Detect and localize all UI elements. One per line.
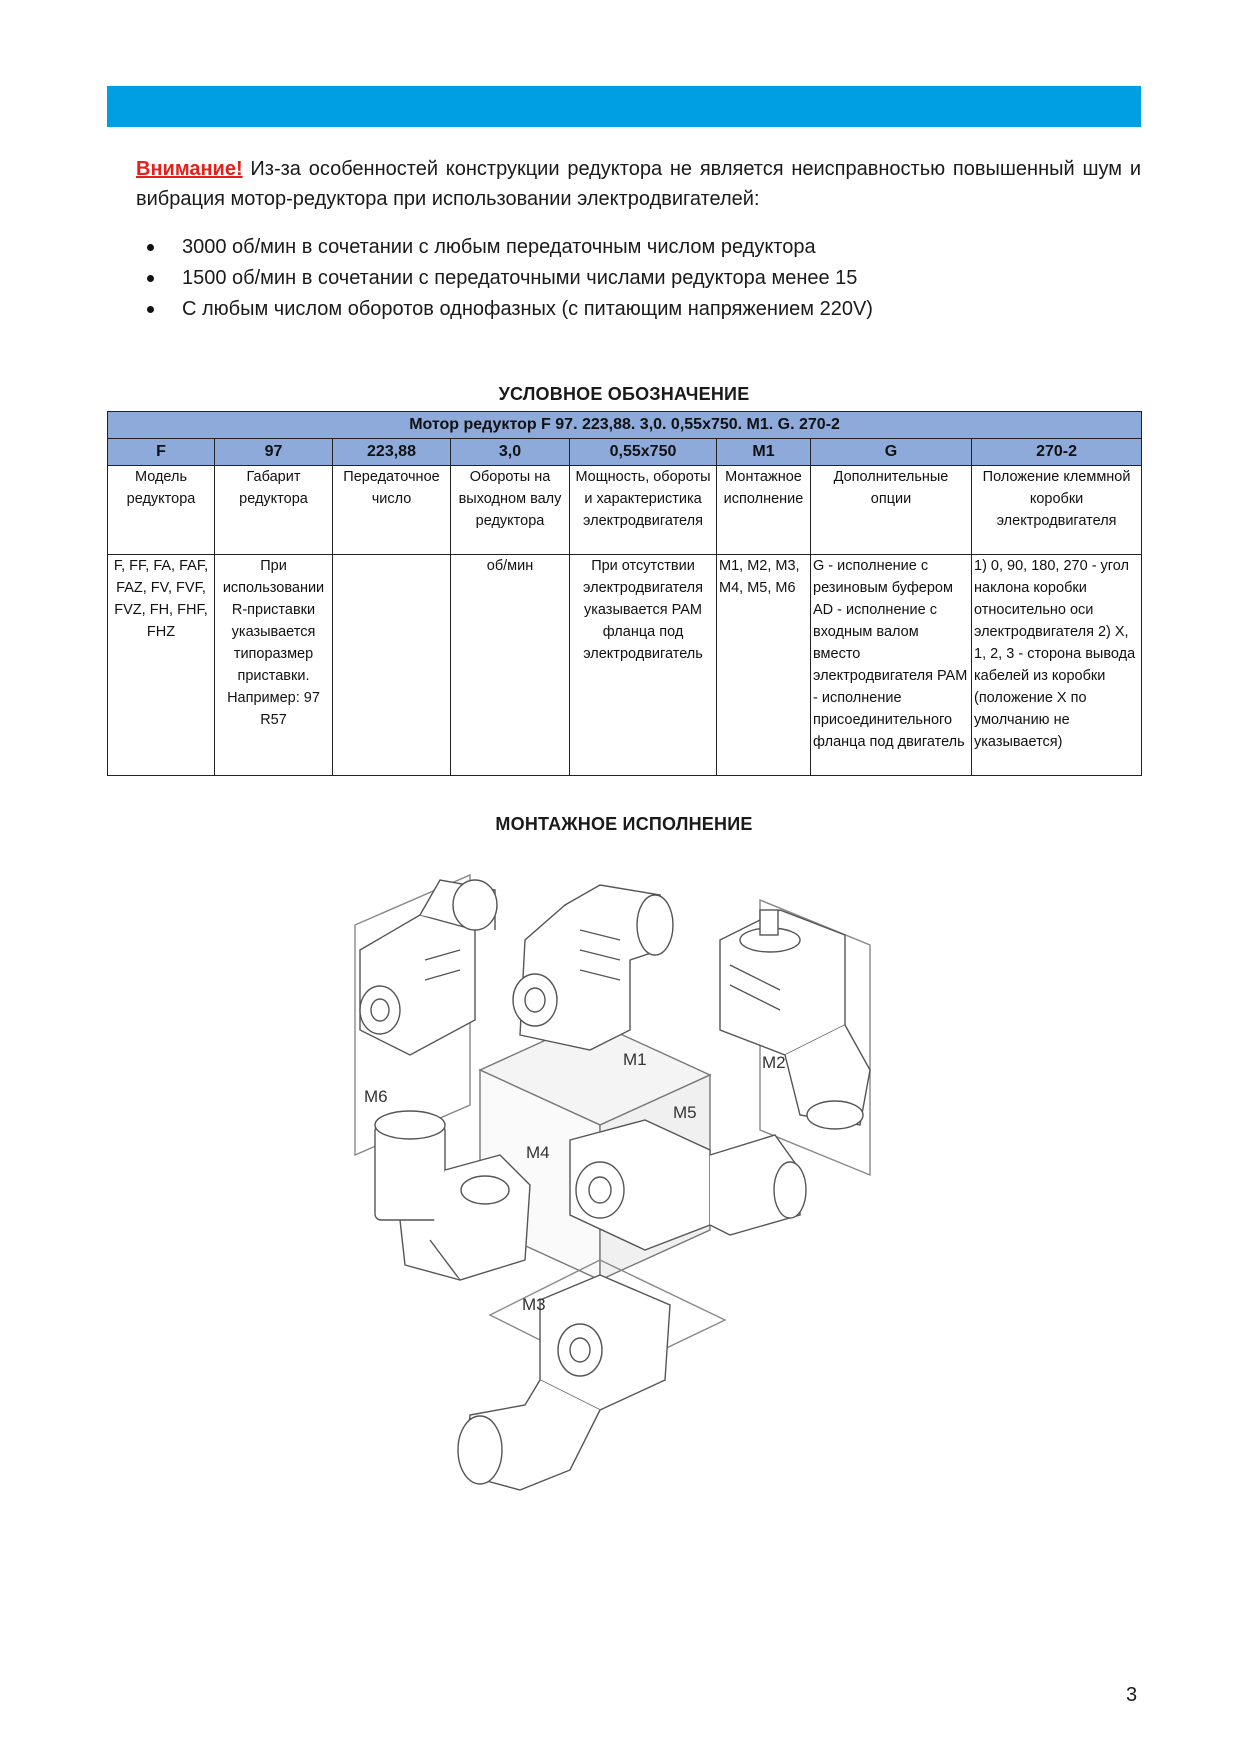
description-cell: Обороты на выходном валу редуктора [451,466,570,555]
code-cell: F [108,439,215,466]
gearbox-m5-drawing [570,1120,806,1250]
page-number: 3 [1126,1684,1138,1706]
mounting-title: МОНТАЖНОЕ ИСПОЛНЕНИЕ [495,814,753,834]
description-cell: Положение клеммной коробки электродвигателя [972,466,1142,555]
value-cell: M1, M2, M3, M4, M5, M6 [717,555,811,776]
table-row [108,439,1142,466]
gearbox-m2-drawing [720,910,870,1129]
description-cell: Передаточное число [333,466,451,555]
value-cell [333,555,451,776]
list-item: 1500 об/мин в сочетании с передаточными числами редуктора менее 15 [136,263,1141,294]
description-cell: Монтажное исполнение [717,466,811,555]
label-m5: M5 [673,1103,697,1122]
code-cell: 3,0 [451,439,570,466]
value-cell: При использовании R-приставки указывается типоразмер приставки. Например: 97 R57 [215,555,333,776]
description-cell: Дополнительные опции [811,466,972,555]
designation-example: Мотор редуктор F 97. 223,88. 3,0. 0,55x750. M1. G. 270-2 [108,412,1142,439]
mounting-positions-diagram [300,870,960,1510]
code-cell: M1 [717,439,811,466]
value-cell: При отсутствии электродвигателя указывается PAM фланца под электродвигатель [570,555,717,776]
value-cell: G - исполнение с резиновым буфером AD - исполнение с входным валом вместо электродвигателя PAM - исполнение присоединительного фланца под двигатель [811,555,972,776]
description-cell: Мощность, обороты и характеристика электродвигателя [570,466,717,555]
value-cell: 1) 0, 90, 180, 270 - угол наклона коробки относительно оси электродвигателя 2) X, 1, 2, 3 - сторона вывода кабелей из коробки (положение X по умолчанию не указывается) [972,555,1142,776]
bullet-icon [147,244,154,251]
label-m2: M2 [762,1053,786,1072]
gearbox-m6-drawing [360,880,497,1055]
code-cell: 0,55x750 [570,439,717,466]
warning-text: Из-за особенностей конструкции редуктора не является неисправностью повышенный шум и вибрация мотор-редуктора при использовании электродвигателей: [136,158,1141,210]
label-m3: M3 [522,1295,546,1314]
list-item: 3000 об/мин в сочетании с любым передаточным числом редуктора [136,232,1141,263]
designation-title: УСЛОВНОЕ ОБОЗНАЧЕНИЕ [498,384,750,404]
list-item: С любым числом оборотов однофазных (с питающим напряжением 220V) [136,294,1141,325]
warning-lead: Внимание! [136,158,243,180]
warning-paragraph [136,154,1141,214]
label-m4: M4 [526,1143,550,1162]
table-row [108,466,1142,555]
code-cell: 223,88 [333,439,451,466]
label-m6: M6 [364,1087,388,1106]
code-cell: 97 [215,439,333,466]
bullet-icon [147,275,154,282]
bullet-icon [147,306,154,313]
description-cell: Модель редуктора [108,466,215,555]
description-cell: Габарит редуктора [215,466,333,555]
designation-table [107,411,1142,776]
rpm-bullet-list [136,232,1141,325]
header-band [107,86,1141,127]
table-row [108,412,1142,439]
table-row [108,555,1142,776]
value-cell: об/мин [451,555,570,776]
gearbox-m3-drawing [458,1275,670,1490]
gearbox-m1-drawing [513,885,673,1050]
code-cell: G [811,439,972,466]
label-m1: M1 [623,1050,647,1069]
value-cell: F, FF, FA, FAF, FAZ, FV, FVF, FVZ, FH, FHF, FHZ [108,555,215,776]
code-cell: 270-2 [972,439,1142,466]
